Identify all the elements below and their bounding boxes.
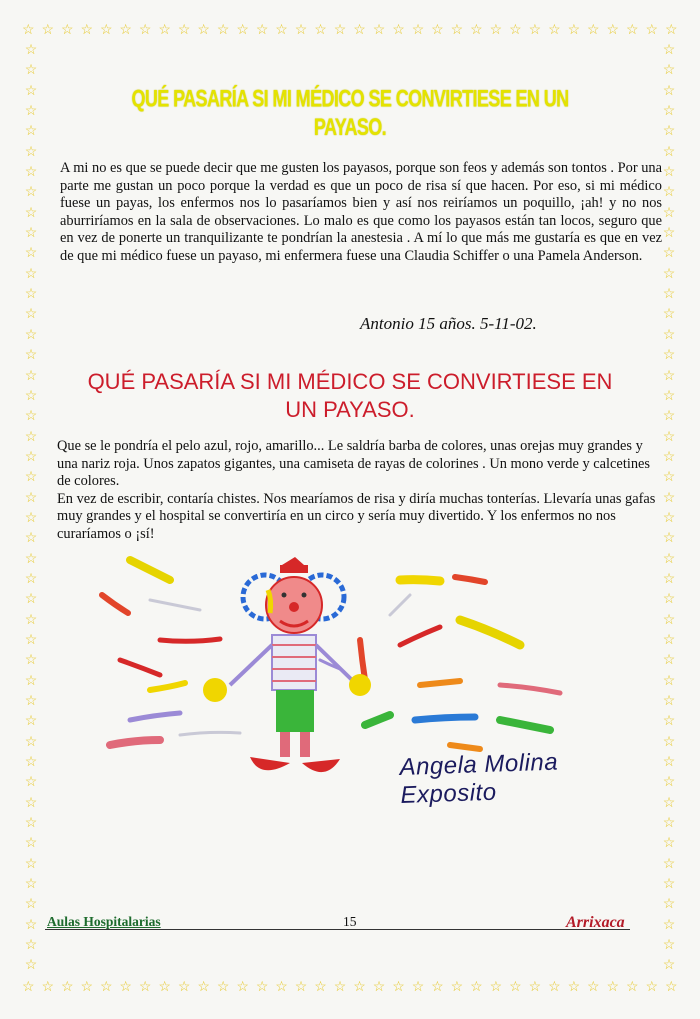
- star-icon: ☆: [41, 23, 55, 38]
- star-icon: ☆: [626, 980, 639, 995]
- star-icon: ☆: [662, 144, 676, 160]
- star-icon: ☆: [333, 980, 347, 995]
- star-icon: ☆: [216, 980, 230, 995]
- star-icon: ☆: [662, 816, 676, 832]
- star-icon: ☆: [662, 470, 676, 486]
- footer-publication: Aulas Hospitalarias: [47, 914, 161, 929]
- star-icon: ☆: [662, 165, 676, 181]
- star-icon: ☆: [24, 43, 38, 58]
- star-icon: ☆: [24, 592, 38, 608]
- star-icon: ☆: [662, 246, 676, 262]
- star-icon: ☆: [24, 83, 38, 99]
- star-icon: ☆: [294, 980, 308, 995]
- star-icon: ☆: [99, 980, 113, 995]
- star-icon: ☆: [236, 23, 249, 38]
- star-icon: ☆: [662, 449, 676, 465]
- essay-2-title: QUÉ PASARÍA SI MI MÉDICO SE CONVIRTIESE EN UN PAYASO.: [87, 369, 613, 422]
- star-icon: ☆: [24, 551, 38, 567]
- star-icon: ☆: [119, 980, 132, 995]
- star-icon: ☆: [24, 938, 38, 954]
- star-icon: ☆: [24, 653, 38, 669]
- star-icon: ☆: [24, 63, 38, 79]
- star-icon: ☆: [662, 551, 676, 567]
- star-icon: ☆: [587, 23, 600, 38]
- star-icon: ☆: [431, 23, 444, 38]
- star-icon: ☆: [138, 23, 152, 38]
- star-icon: ☆: [548, 23, 561, 38]
- star-icon: ☆: [548, 980, 561, 995]
- star-icon: ☆: [662, 632, 676, 648]
- star-icon: ☆: [450, 23, 464, 38]
- star-icon: ☆: [662, 938, 676, 954]
- star-icon: ☆: [509, 23, 522, 38]
- star-icon: ☆: [662, 612, 676, 628]
- star-icon: ☆: [314, 23, 327, 38]
- star-icon: ☆: [662, 266, 676, 282]
- star-icon: ☆: [392, 980, 405, 995]
- star-icon: ☆: [489, 23, 503, 38]
- star-icon: ☆: [24, 714, 38, 730]
- star-icon: ☆: [24, 877, 38, 893]
- star-icon: ☆: [662, 917, 676, 933]
- star-icon: ☆: [60, 23, 74, 38]
- star-icon: ☆: [489, 980, 503, 995]
- star-icon: ☆: [626, 23, 639, 38]
- star-icon: ☆: [662, 571, 676, 587]
- star-icon: ☆: [662, 287, 676, 303]
- star-icon: ☆: [662, 958, 676, 974]
- star-icon: ☆: [177, 23, 191, 38]
- star-icon: ☆: [662, 43, 676, 58]
- star-icon: ☆: [662, 836, 676, 852]
- star-icon: ☆: [662, 531, 676, 547]
- star-border-bottom: [22, 979, 678, 997]
- star-icon: ☆: [80, 23, 94, 38]
- star-icon: ☆: [177, 980, 191, 995]
- star-icon: ☆: [662, 226, 676, 242]
- star-icon: ☆: [662, 714, 676, 730]
- star-icon: ☆: [255, 980, 269, 995]
- star-icon: ☆: [24, 958, 38, 974]
- star-icon: ☆: [236, 980, 249, 995]
- star-icon: ☆: [24, 287, 38, 303]
- star-icon: ☆: [80, 980, 94, 995]
- star-icon: ☆: [24, 409, 38, 425]
- page-number: 15: [343, 914, 357, 929]
- star-icon: ☆: [24, 836, 38, 852]
- star-icon: ☆: [662, 409, 676, 425]
- star-icon: ☆: [24, 470, 38, 486]
- star-icon: ☆: [24, 816, 38, 832]
- star-icon: ☆: [662, 327, 676, 343]
- star-icon: ☆: [662, 205, 676, 221]
- star-icon: ☆: [24, 897, 38, 913]
- star-icon: ☆: [24, 856, 38, 872]
- star-icon: ☆: [24, 917, 38, 933]
- star-icon: ☆: [662, 673, 676, 689]
- star-icon: ☆: [275, 980, 288, 995]
- star-icon: ☆: [24, 775, 38, 791]
- star-icon: ☆: [158, 980, 171, 995]
- essay-1-author: Antonio 15 años. 5-11-02.: [360, 314, 537, 333]
- star-icon: ☆: [333, 23, 347, 38]
- star-icon: ☆: [372, 23, 386, 38]
- star-icon: ☆: [587, 980, 600, 995]
- star-icon: ☆: [294, 23, 308, 38]
- star-icon: ☆: [662, 185, 676, 201]
- star-icon: ☆: [24, 226, 38, 242]
- star-icon: ☆: [662, 592, 676, 608]
- star-icon: ☆: [662, 124, 676, 140]
- star-icon: ☆: [24, 246, 38, 262]
- star-icon: ☆: [662, 775, 676, 791]
- star-icon: ☆: [662, 856, 676, 872]
- star-icon: ☆: [662, 734, 676, 750]
- star-icon: ☆: [353, 980, 366, 995]
- star-icon: ☆: [509, 980, 522, 995]
- star-icon: ☆: [662, 83, 676, 99]
- star-icon: ☆: [411, 980, 425, 995]
- star-icon: ☆: [99, 23, 113, 38]
- star-icon: ☆: [24, 510, 38, 526]
- clown-figure: [203, 557, 371, 772]
- star-icon: ☆: [24, 104, 38, 120]
- star-icon: ☆: [24, 755, 38, 771]
- star-icon: ☆: [24, 449, 38, 465]
- star-icon: ☆: [528, 980, 542, 995]
- star-icon: ☆: [24, 307, 38, 323]
- star-icon: ☆: [662, 307, 676, 323]
- star-icon: ☆: [662, 368, 676, 384]
- star-icon: ☆: [528, 23, 542, 38]
- star-icon: ☆: [662, 63, 676, 79]
- star-icon: ☆: [431, 980, 444, 995]
- confetti-strokes: [102, 560, 560, 749]
- star-icon: ☆: [645, 980, 659, 995]
- star-icon: ☆: [662, 490, 676, 506]
- star-icon: ☆: [353, 23, 366, 38]
- star-icon: ☆: [24, 124, 38, 140]
- star-icon: ☆: [216, 23, 230, 38]
- star-icon: ☆: [411, 23, 425, 38]
- hospital-logo: Arrixaca: [566, 914, 625, 931]
- star-icon: ☆: [24, 368, 38, 384]
- star-icon: ☆: [24, 205, 38, 221]
- star-icon: ☆: [255, 23, 269, 38]
- star-icon: ☆: [158, 23, 171, 38]
- star-icon: ☆: [567, 980, 581, 995]
- star-icon: ☆: [22, 980, 35, 995]
- star-icon: ☆: [392, 23, 405, 38]
- page-title: QUÉ PASARÍA SI MI MÉDICO SE CONVIRTIESE EN UN PAYASO.: [131, 85, 569, 141]
- star-icon: ☆: [24, 632, 38, 648]
- star-icon: ☆: [197, 23, 210, 38]
- star-icon: ☆: [24, 144, 38, 160]
- star-icon: ☆: [662, 429, 676, 445]
- star-icon: ☆: [662, 877, 676, 893]
- star-icon: ☆: [275, 23, 288, 38]
- star-icon: ☆: [662, 897, 676, 913]
- star-icon: ☆: [662, 694, 676, 709]
- essay-2-paragraph-2: En vez de escribir, contaría chistes. Nos mearíamos de risa y diría muchas tonterías. Llevaría unas gafas muy grandes y el hospital se convertiría en un circo y sería muy divertido. Y los enfermos no nos curaríamos o ¡sí!: [57, 490, 656, 542]
- star-icon: ☆: [372, 980, 386, 995]
- essay-2-paragraph-1: Que se le pondría el pelo azul, rojo, amarillo... Le saldría barba de colores, unas orejas muy grandes y una nariz roja. Unos zapatos gigantes, una camiseta de rayas de colorines . Un mono verde y calcetines de colores.: [57, 438, 650, 490]
- star-icon: ☆: [119, 23, 132, 38]
- star-icon: ☆: [24, 734, 38, 750]
- star-icon: ☆: [24, 165, 38, 181]
- essay-2-signature: Angela Molina Exposito: [399, 748, 559, 809]
- star-icon: ☆: [24, 266, 38, 282]
- star-icon: ☆: [24, 531, 38, 547]
- star-icon: ☆: [24, 327, 38, 343]
- star-icon: ☆: [60, 980, 74, 995]
- star-icon: ☆: [22, 23, 35, 38]
- star-icon: ☆: [662, 510, 676, 526]
- star-icon: ☆: [41, 980, 55, 995]
- star-icon: ☆: [24, 185, 38, 201]
- star-icon: ☆: [606, 980, 620, 995]
- essay-2-body: [57, 438, 664, 544]
- star-icon: ☆: [24, 348, 38, 364]
- star-icon: ☆: [470, 980, 483, 995]
- essay-1-body: A mi no es que se puede decir que me gusten los payasos, porque son feos y además son tontos . Por una parte me gustan un poco porque la verdad es que un poco de risa sí que hacen. Por eso, si mi médico fuese un payas, los enfermos nos lo pasaríamos bien y así nos reiríamos un poquillo, ¡ah! y no nos aburriríamos en la sala de observaciones. Lo malo es que como los payasos están tan locos, seguro que en vez de ponerte un tranquilizante te pondrían la anestesia . A mí lo que más me gustaría es que en vez de que mi médico fuese un payaso, mi enfermera fuese una Claudia Schiffer o una Pamela Anderson.: [60, 160, 662, 264]
- star-border-top: [22, 22, 678, 40]
- star-icon: ☆: [662, 348, 676, 364]
- star-icon: ☆: [567, 23, 581, 38]
- star-icon: ☆: [24, 673, 38, 689]
- star-icon: ☆: [606, 23, 620, 38]
- star-icon: ☆: [24, 694, 38, 709]
- star-icon: ☆: [662, 653, 676, 669]
- star-icon: ☆: [138, 980, 152, 995]
- star-icon: ☆: [664, 23, 678, 38]
- star-icon: ☆: [24, 429, 38, 445]
- star-icon: ☆: [662, 388, 676, 404]
- star-icon: ☆: [24, 612, 38, 628]
- star-icon: ☆: [662, 755, 676, 771]
- star-border-left: [22, 44, 40, 974]
- star-icon: ☆: [24, 388, 38, 404]
- star-icon: ☆: [470, 23, 483, 38]
- star-icon: ☆: [314, 980, 327, 995]
- star-icon: ☆: [662, 104, 676, 120]
- star-icon: ☆: [664, 980, 678, 995]
- star-icon: ☆: [662, 795, 676, 811]
- star-icon: ☆: [24, 795, 38, 811]
- star-icon: ☆: [645, 23, 659, 38]
- star-icon: ☆: [197, 980, 210, 995]
- star-icon: ☆: [450, 980, 464, 995]
- star-icon: ☆: [24, 490, 38, 506]
- star-icon: ☆: [24, 571, 38, 587]
